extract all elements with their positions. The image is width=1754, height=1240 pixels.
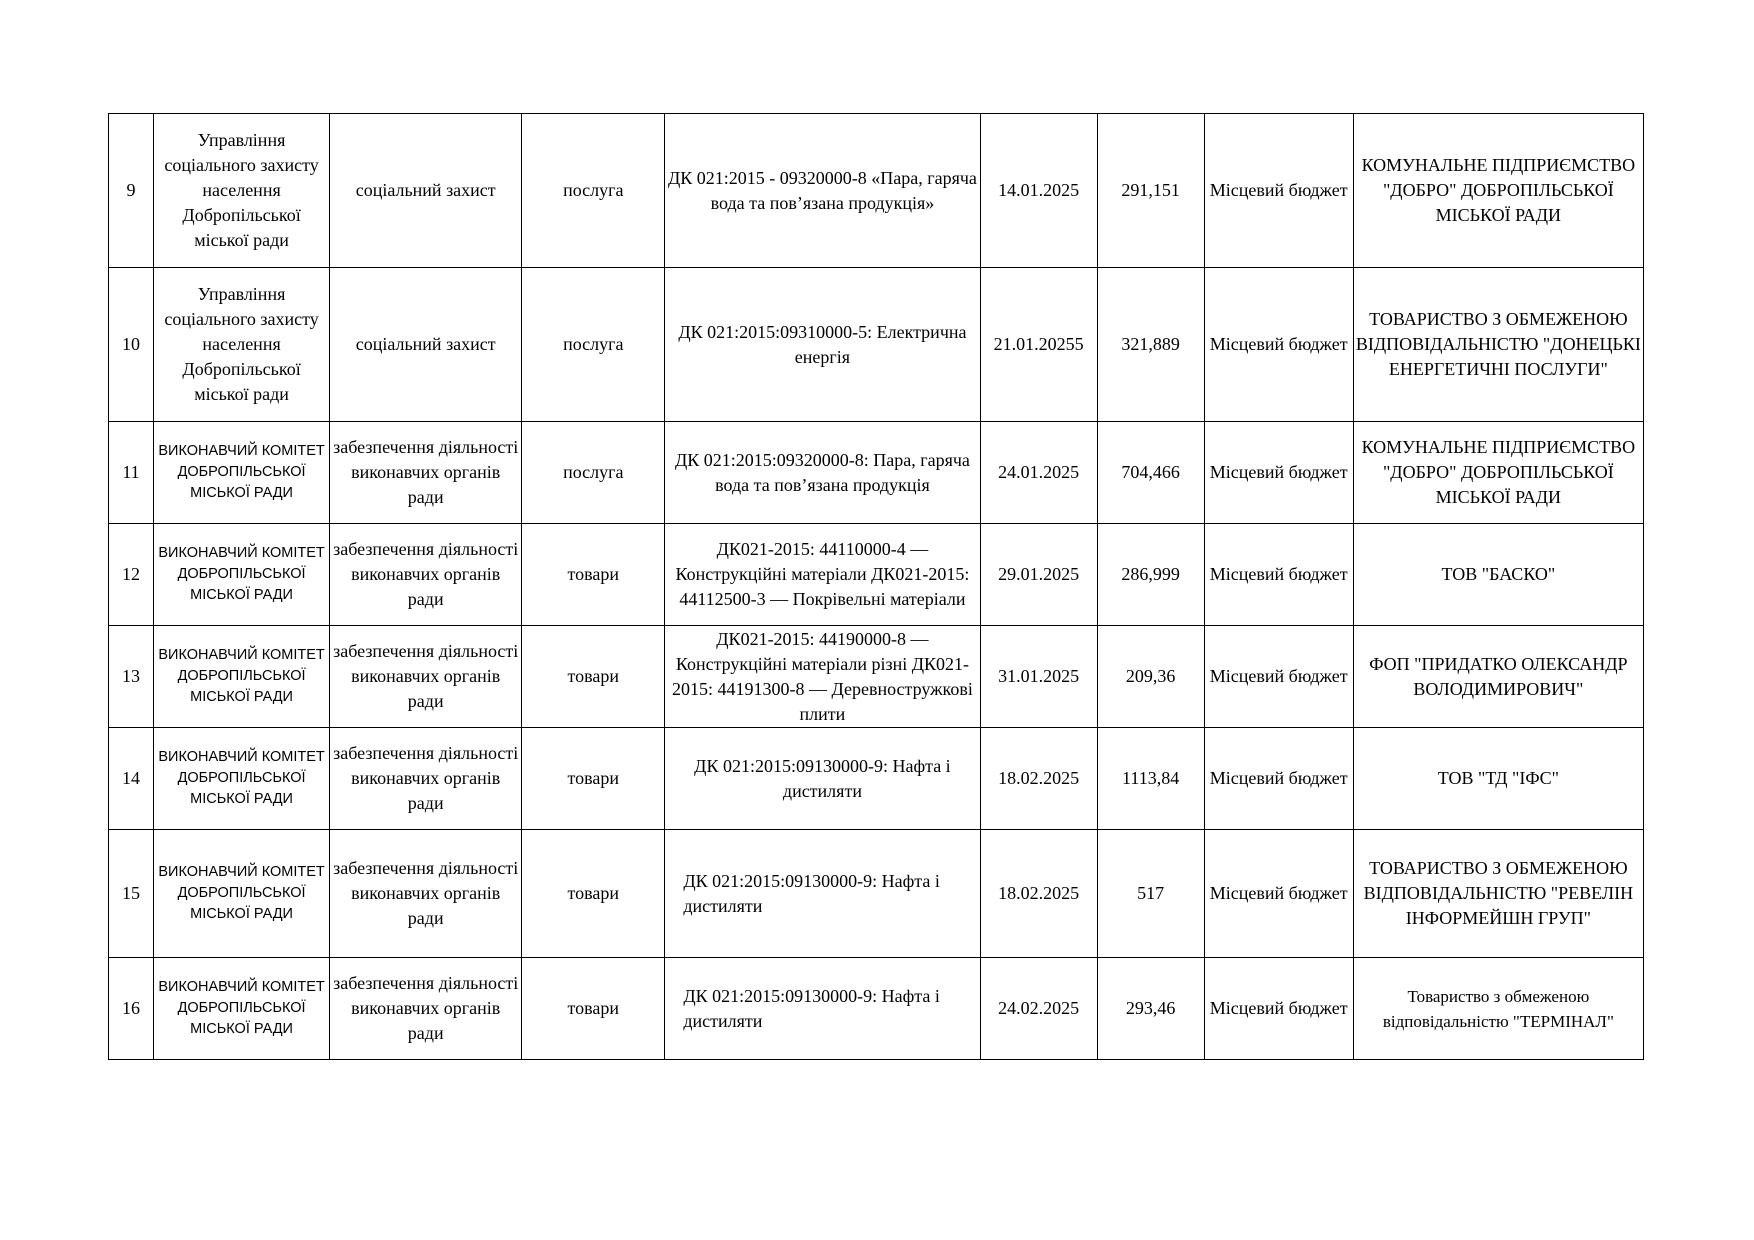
area-cell: забезпечення діяльності виконавчих органів ради — [330, 524, 522, 626]
area-cell: забезпечення діяльності виконавчих органів ради — [330, 422, 522, 524]
type-cell: товари — [522, 626, 665, 728]
table-row — [109, 422, 1644, 524]
table-row — [109, 830, 1644, 958]
type-cell: товари — [522, 728, 665, 830]
supplier-cell: КОМУНАЛЬНЕ ПІДПРИЄМСТВО "ДОБРО" ДОБРОПІЛЬСЬКОЇ МІСЬКОЇ РАДИ — [1353, 114, 1643, 268]
subject-cell: ДК021-2015: 44110000-4 — Конструкційні матеріали ДК021-2015: 44112500-3 — Покрівельні матеріали — [665, 524, 980, 626]
row-number: 9 — [109, 114, 154, 268]
table-row — [109, 728, 1644, 830]
row-number: 13 — [109, 626, 154, 728]
row-number: 11 — [109, 422, 154, 524]
supplier-cell: ТОВАРИСТВО З ОБМЕЖЕНОЮ ВІДПОВІДАЛЬНІСТЮ "ДОНЕЦЬКІ ЕНЕРГЕТИЧНІ ПОСЛУГИ" — [1353, 268, 1643, 422]
subject-cell: ДК 021:2015 - 09320000-8 «Пара, гаряча вода та пов’язана продукція» — [665, 114, 980, 268]
supplier-cell: ТОВ "ТД "ІФС" — [1353, 728, 1643, 830]
type-cell: послуга — [522, 422, 665, 524]
supplier-cell: ТОВ "БАСКО" — [1353, 524, 1643, 626]
subject-cell: ДК 021:2015:09130000-9: Нафта і дистиляти — [665, 958, 980, 1060]
type-cell: послуга — [522, 114, 665, 268]
subject-cell: ДК 021:2015:09310000-5: Електрична енергія — [665, 268, 980, 422]
table-row — [109, 268, 1644, 422]
funding-source-cell: Місцевий бюджет — [1204, 830, 1353, 958]
organization-cell: Управління соціального захисту населення Добропільської міської ради — [154, 268, 330, 422]
date-cell: 21.01.20255 — [980, 268, 1097, 422]
amount-cell: 291,151 — [1097, 114, 1204, 268]
row-number: 10 — [109, 268, 154, 422]
organization-cell: ВИКОНАВЧИЙ КОМІТЕТ ДОБРОПІЛЬСЬКОЇ МІСЬКОЇ РАДИ — [154, 524, 330, 626]
subject-cell: ДК 021:2015:09130000-9: Нафта і дистиляти — [665, 728, 980, 830]
funding-source-cell: Місцевий бюджет — [1204, 626, 1353, 728]
type-cell: послуга — [522, 268, 665, 422]
area-cell: забезпечення діяльності виконавчих органів ради — [330, 728, 522, 830]
table-row — [109, 958, 1644, 1060]
procurement-table — [108, 113, 1644, 1060]
supplier-cell: ФОП "ПРИДАТКО ОЛЕКСАНДР ВОЛОДИМИРОВИЧ" — [1353, 626, 1643, 728]
table-row — [109, 626, 1644, 728]
subject-cell: ДК 021:2015:09130000-9: Нафта і дистиляти — [665, 830, 980, 958]
date-cell: 18.02.2025 — [980, 830, 1097, 958]
subject-cell: ДК 021:2015:09320000-8: Пара, гаряча вода та пов’язана продукція — [665, 422, 980, 524]
organization-cell: Управління соціального захисту населення Добропільської міської ради — [154, 114, 330, 268]
supplier-cell: ТОВАРИСТВО З ОБМЕЖЕНОЮ ВІДПОВІДАЛЬНІСТЮ "РЕВЕЛІН ІНФОРМЕЙШН ГРУП" — [1353, 830, 1643, 958]
type-cell: товари — [522, 524, 665, 626]
row-number: 12 — [109, 524, 154, 626]
type-cell: товари — [522, 958, 665, 1060]
area-cell: забезпечення діяльності виконавчих органів ради — [330, 626, 522, 728]
organization-cell: ВИКОНАВЧИЙ КОМІТЕТ ДОБРОПІЛЬСЬКОЇ МІСЬКОЇ РАДИ — [154, 728, 330, 830]
area-cell: забезпечення діяльності виконавчих органів ради — [330, 830, 522, 958]
funding-source-cell: Місцевий бюджет — [1204, 268, 1353, 422]
supplier-cell: Товариство з обмеженою відповідальністю "ТЕРМІНАЛ" — [1353, 958, 1643, 1060]
organization-cell: ВИКОНАВЧИЙ КОМІТЕТ ДОБРОПІЛЬСЬКОЇ МІСЬКОЇ РАДИ — [154, 830, 330, 958]
date-cell: 18.02.2025 — [980, 728, 1097, 830]
date-cell: 31.01.2025 — [980, 626, 1097, 728]
row-number: 14 — [109, 728, 154, 830]
supplier-cell: КОМУНАЛЬНЕ ПІДПРИЄМСТВО "ДОБРО" ДОБРОПІЛЬСЬКОЇ МІСЬКОЇ РАДИ — [1353, 422, 1643, 524]
subject-cell: ДК021-2015: 44190000-8 — Конструкційні матеріали різні ДК021-2015: 44191300-8 — Деревностружкові плити — [665, 626, 980, 728]
type-cell: товари — [522, 830, 665, 958]
area-cell: соціальний захист — [330, 268, 522, 422]
amount-cell: 321,889 — [1097, 268, 1204, 422]
amount-cell: 517 — [1097, 830, 1204, 958]
row-number: 16 — [109, 958, 154, 1060]
amount-cell: 286,999 — [1097, 524, 1204, 626]
amount-cell: 293,46 — [1097, 958, 1204, 1060]
table-row — [109, 114, 1644, 268]
table-row — [109, 524, 1644, 626]
date-cell: 29.01.2025 — [980, 524, 1097, 626]
organization-cell: ВИКОНАВЧИЙ КОМІТЕТ ДОБРОПІЛЬСЬКОЇ МІСЬКОЇ РАДИ — [154, 422, 330, 524]
area-cell: забезпечення діяльності виконавчих органів ради — [330, 958, 522, 1060]
amount-cell: 1113,84 — [1097, 728, 1204, 830]
funding-source-cell: Місцевий бюджет — [1204, 524, 1353, 626]
funding-source-cell: Місцевий бюджет — [1204, 114, 1353, 268]
funding-source-cell: Місцевий бюджет — [1204, 958, 1353, 1060]
date-cell: 24.01.2025 — [980, 422, 1097, 524]
funding-source-cell: Місцевий бюджет — [1204, 728, 1353, 830]
funding-source-cell: Місцевий бюджет — [1204, 422, 1353, 524]
organization-cell: ВИКОНАВЧИЙ КОМІТЕТ ДОБРОПІЛЬСЬКОЇ МІСЬКОЇ РАДИ — [154, 626, 330, 728]
amount-cell: 209,36 — [1097, 626, 1204, 728]
date-cell: 14.01.2025 — [980, 114, 1097, 268]
date-cell: 24.02.2025 — [980, 958, 1097, 1060]
organization-cell: ВИКОНАВЧИЙ КОМІТЕТ ДОБРОПІЛЬСЬКОЇ МІСЬКОЇ РАДИ — [154, 958, 330, 1060]
area-cell: соціальний захист — [330, 114, 522, 268]
row-number: 15 — [109, 830, 154, 958]
amount-cell: 704,466 — [1097, 422, 1204, 524]
